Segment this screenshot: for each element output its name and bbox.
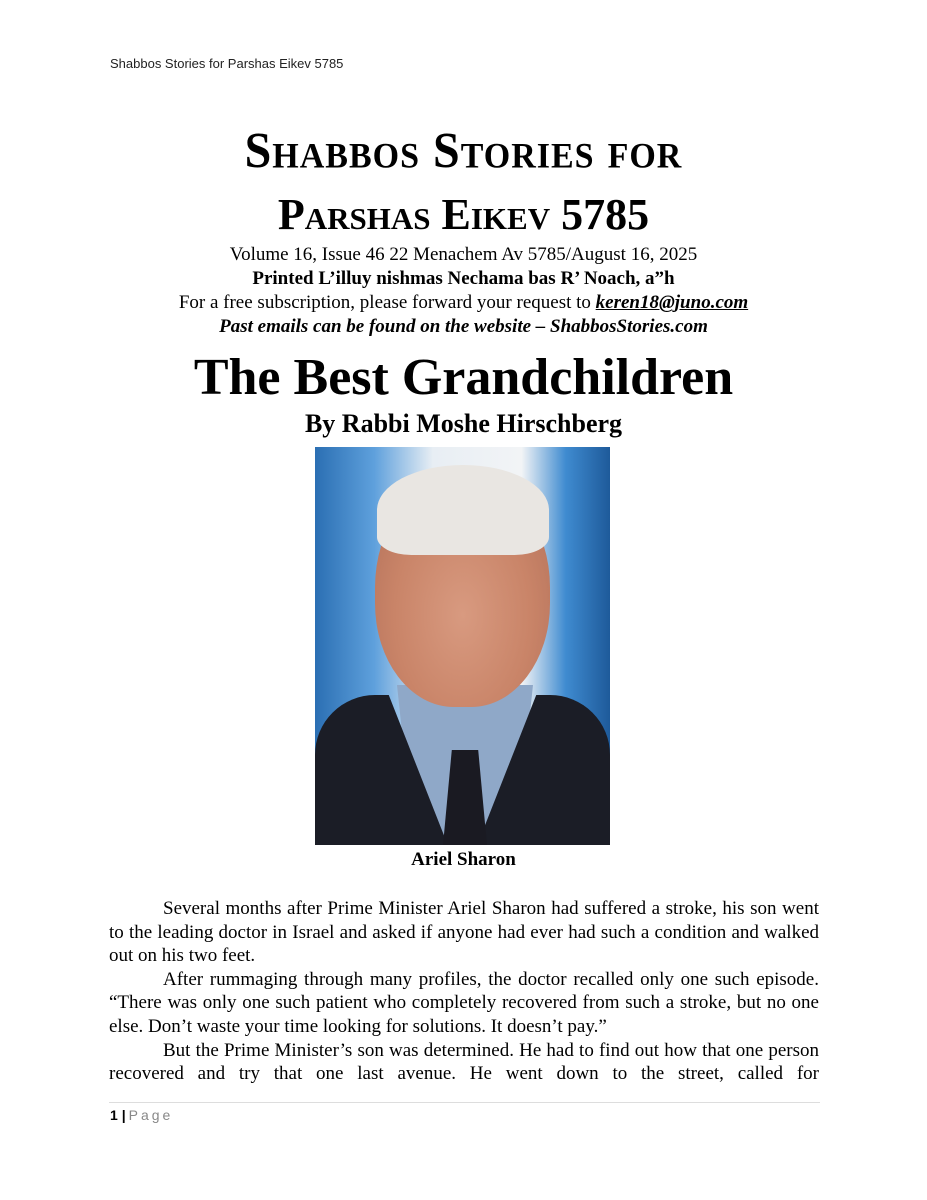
masthead-line-2: Parshas Eikev 5785 — [277, 190, 650, 239]
article-byline: By Rabbi Moshe Hirschberg — [304, 409, 623, 438]
article-body — [109, 897, 819, 1086]
paragraph: Several months after Prime Minister Ariel Sharon had suffered a stroke, his son went to the leading doctor in Israel and asked if anyone had ever had such a condition and walked out on his two feet. — [109, 898, 819, 967]
footer-separator: | — [121, 1107, 126, 1123]
masthead-line-1: Shabbos Stories for — [244, 123, 683, 180]
footer-divider — [109, 1102, 820, 1103]
page-footer — [110, 1107, 173, 1123]
subscription-email-link[interactable]: keren18@juno.com — [595, 292, 749, 313]
paragraph: But the Prime Minister’s son was determined. He had to find out how that one person recovered and try that one last avenue. He went down to the street, called for — [109, 1039, 819, 1085]
paragraph: After rummaging through many profiles, the doctor recalled only one such episode. “There was only one such patient who completely recovered from such a stroke, but no one else. Don’t waste your time looking for solutions. It doesn’t pay.” — [109, 968, 819, 1037]
volume-issue: Volume 16, Issue 46 22 Menachem Av 5785/August 16, 2025 — [229, 244, 698, 265]
subscription-line — [0, 291, 927, 315]
article-title: The Best Grandchildren — [193, 349, 734, 406]
past-emails-line: Past emails can be found on the website – ShabbosStories.com — [219, 316, 708, 337]
article-photo — [315, 447, 610, 845]
page-number: 1 — [110, 1107, 118, 1123]
running-header: Shabbos Stories for Parshas Eikev 5785 — [110, 56, 344, 71]
subscription-text: For a free subscription, please forward your request to — [178, 292, 596, 313]
photo-caption: Ariel Sharon — [411, 849, 516, 870]
dedication: Printed L’illuy nishmas Nechama bas R’ Noach, a”h — [252, 268, 675, 289]
page-label: Page — [128, 1107, 174, 1123]
